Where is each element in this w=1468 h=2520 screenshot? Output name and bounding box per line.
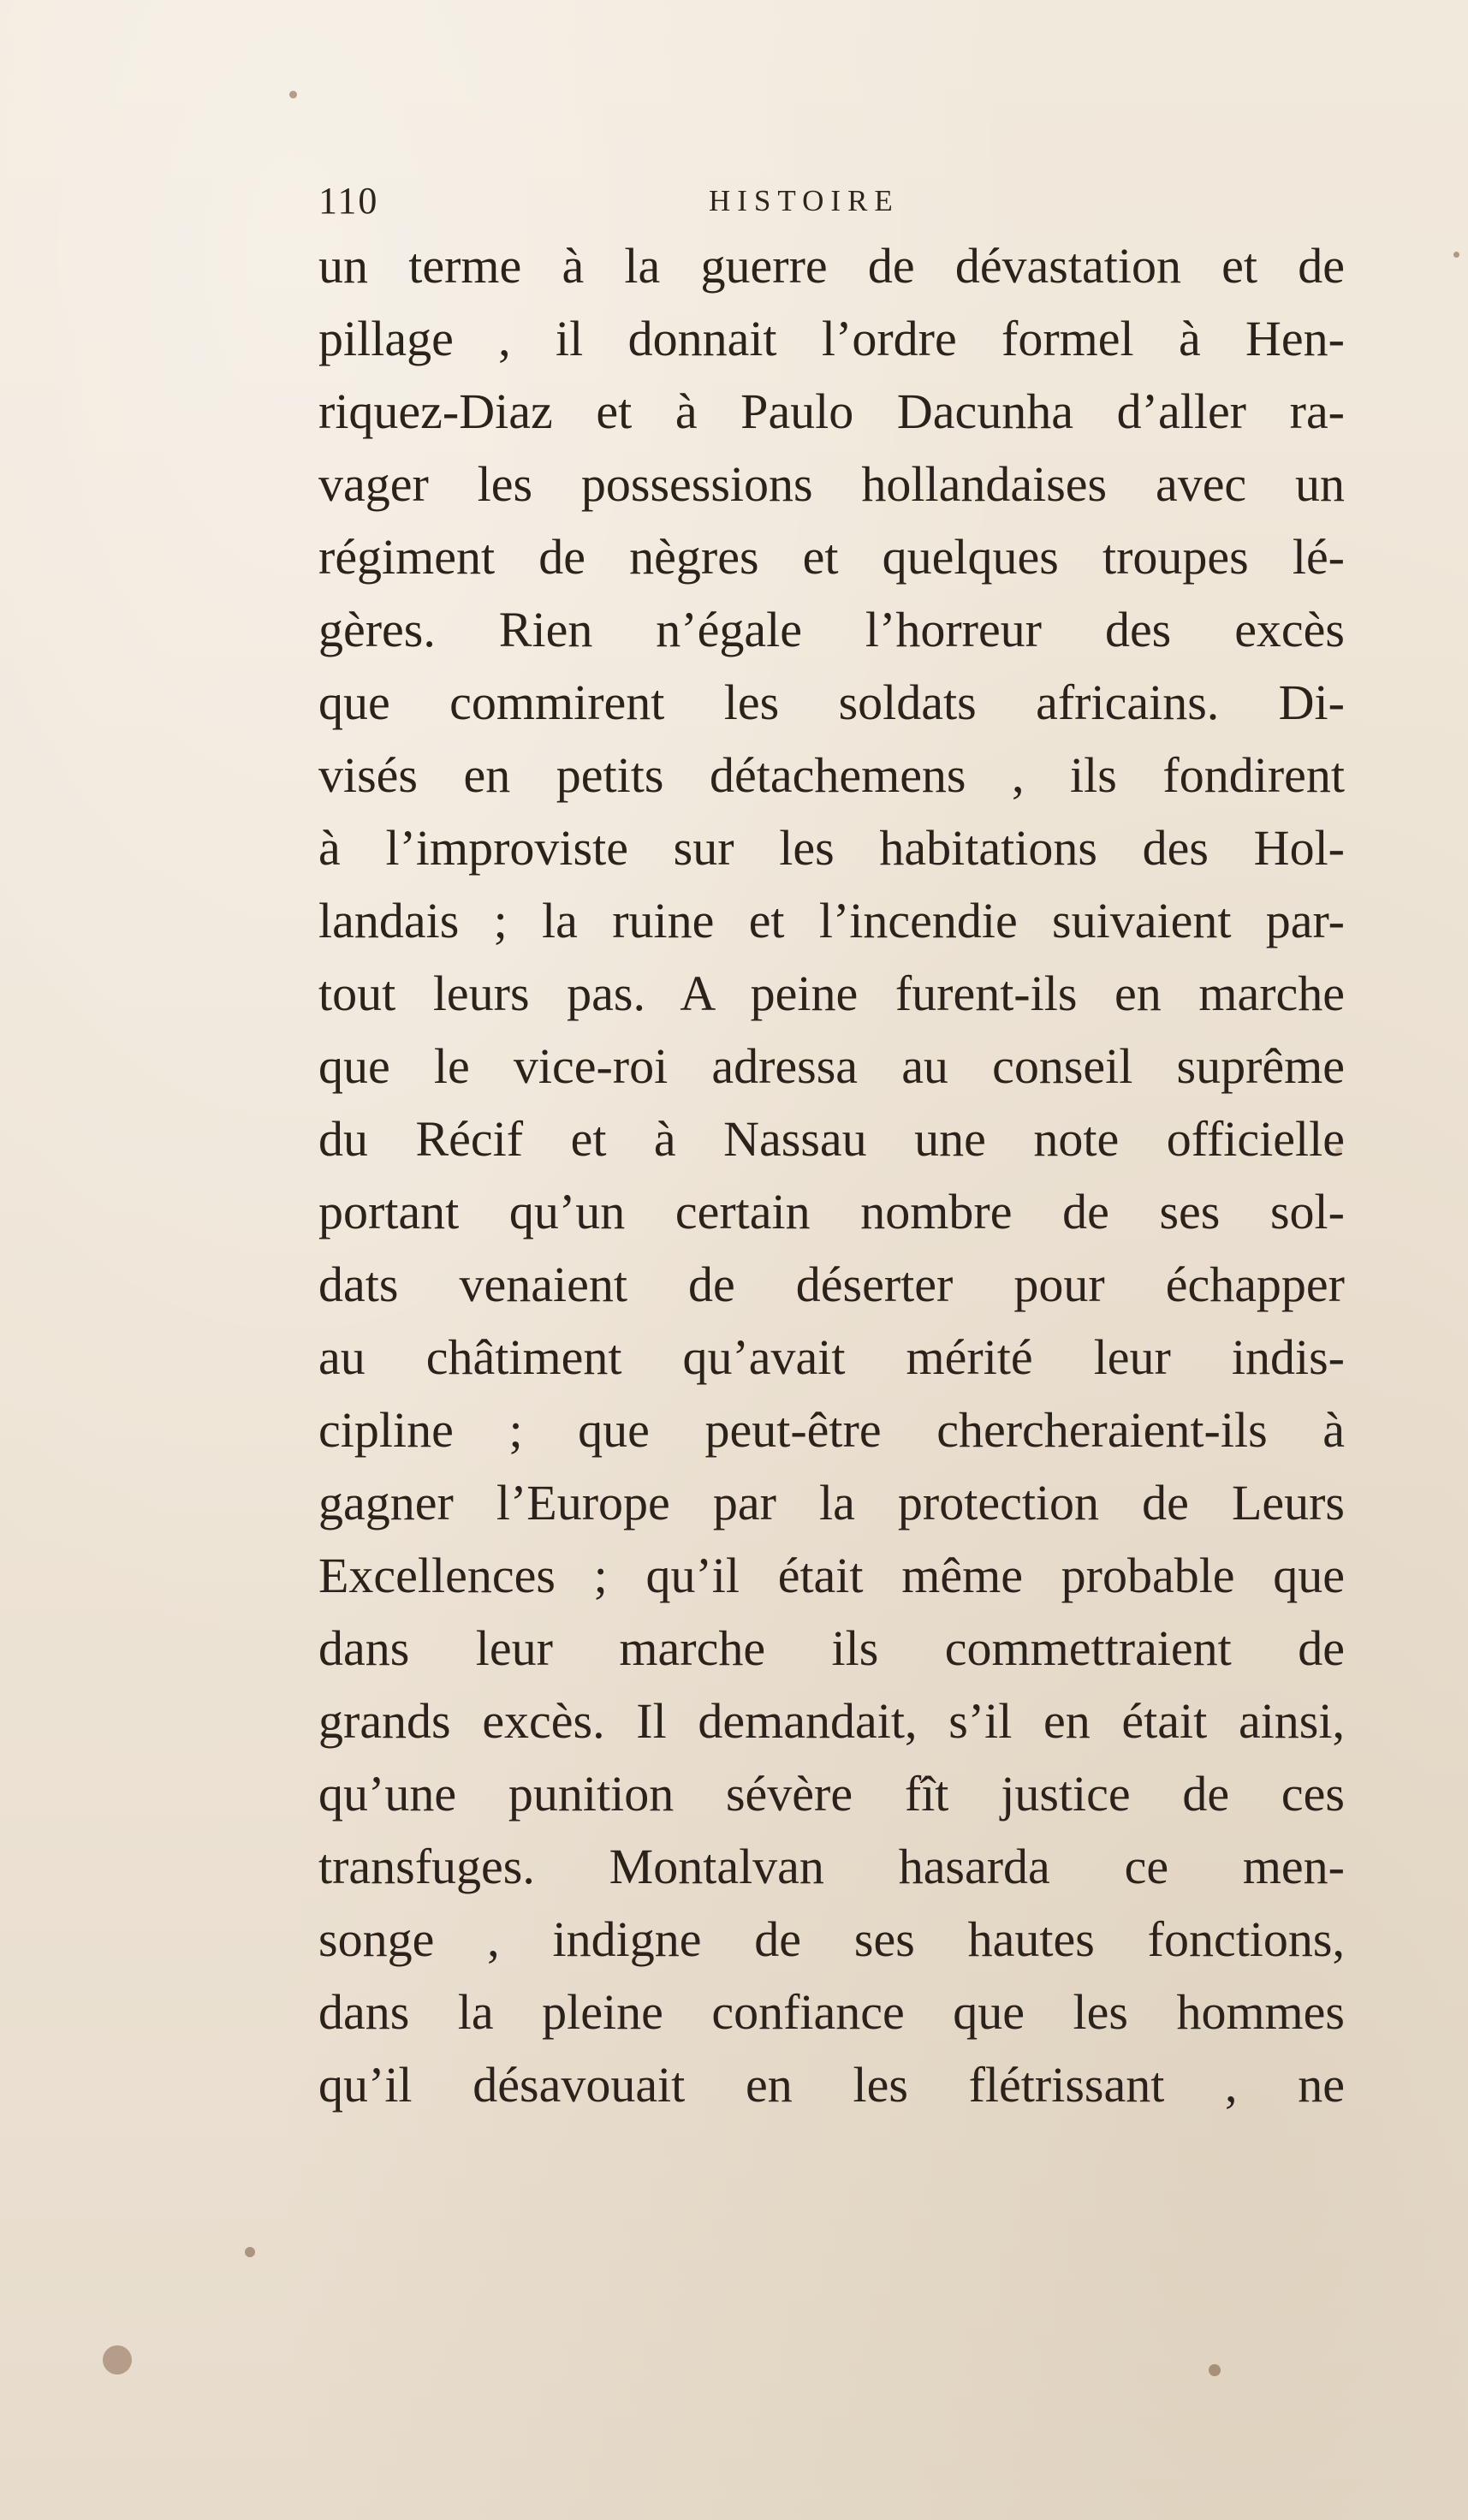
text-line: dats venaient de déserter pour échapper xyxy=(318,1257,1345,1312)
text-line: riquez-Diaz et à Paulo Dacunha d’aller ra- xyxy=(318,383,1345,439)
text-line: transfuges. Montalvan hasarda ce men- xyxy=(318,1839,1345,1894)
text-line: portant qu’un certain nombre de ses sol- xyxy=(318,1184,1345,1239)
running-head: HISTOIRE xyxy=(709,184,900,217)
text-line: qu’une punition sévère fît justice de ces xyxy=(318,1766,1345,1822)
paper-speck xyxy=(289,91,297,98)
paper-speck xyxy=(1209,2364,1221,2376)
text-line: du Récif et à Nassau une note officielle xyxy=(318,1111,1345,1167)
body-text xyxy=(318,229,1345,2121)
text-line: tout leurs pas. A peine furent-ils en marche xyxy=(318,966,1345,1021)
text-line: à l’improviste sur les habitations des Hol- xyxy=(318,820,1345,876)
paper-speck xyxy=(245,2247,255,2257)
text-line: que commirent les soldats africains. Di- xyxy=(318,675,1345,730)
text-line: dans la pleine confiance que les hommes xyxy=(318,1984,1345,2040)
text-line: un terme à la guerre de dévastation et de xyxy=(318,238,1345,294)
text-line: grands excès. Il demandait, s’il en était ainsi, xyxy=(318,1693,1345,1749)
text-line: que le vice-roi adressa au conseil suprême xyxy=(318,1038,1345,1094)
text-line: vager les possessions hollandaises avec un xyxy=(318,456,1345,512)
paper-speck xyxy=(1453,252,1459,258)
text-line: pillage , il donnait l’ordre formel à Hen- xyxy=(318,311,1345,366)
text-line: gères. Rien n’égale l’horreur des excès xyxy=(318,602,1345,657)
text-line: cipline ; que peut-être chercheraient-ils à xyxy=(318,1402,1345,1458)
text-line: songe , indigne de ses hautes fonctions, xyxy=(318,1911,1345,1967)
text-line: au châtiment qu’avait mérité leur indis- xyxy=(318,1329,1345,1385)
page-number: 110 xyxy=(318,180,379,222)
text-line: dans leur marche ils commettraient de xyxy=(318,1620,1345,1676)
text-line: visés en petits détachemens , ils fondirent xyxy=(318,747,1345,803)
text-line: qu’il désavouait en les flétrissant , ne xyxy=(318,2057,1345,2113)
paper-speck xyxy=(103,2345,132,2374)
text-line: gagner l’Europe par la protection de Leurs xyxy=(318,1475,1345,1530)
page-header xyxy=(0,171,1468,231)
text-line: Excellences ; qu’il était même probable que xyxy=(318,1548,1345,1603)
text-line: régiment de nègres et quelques troupes lé- xyxy=(318,529,1345,585)
text-line: landais ; la ruine et l’incendie suivaient par- xyxy=(318,893,1345,948)
